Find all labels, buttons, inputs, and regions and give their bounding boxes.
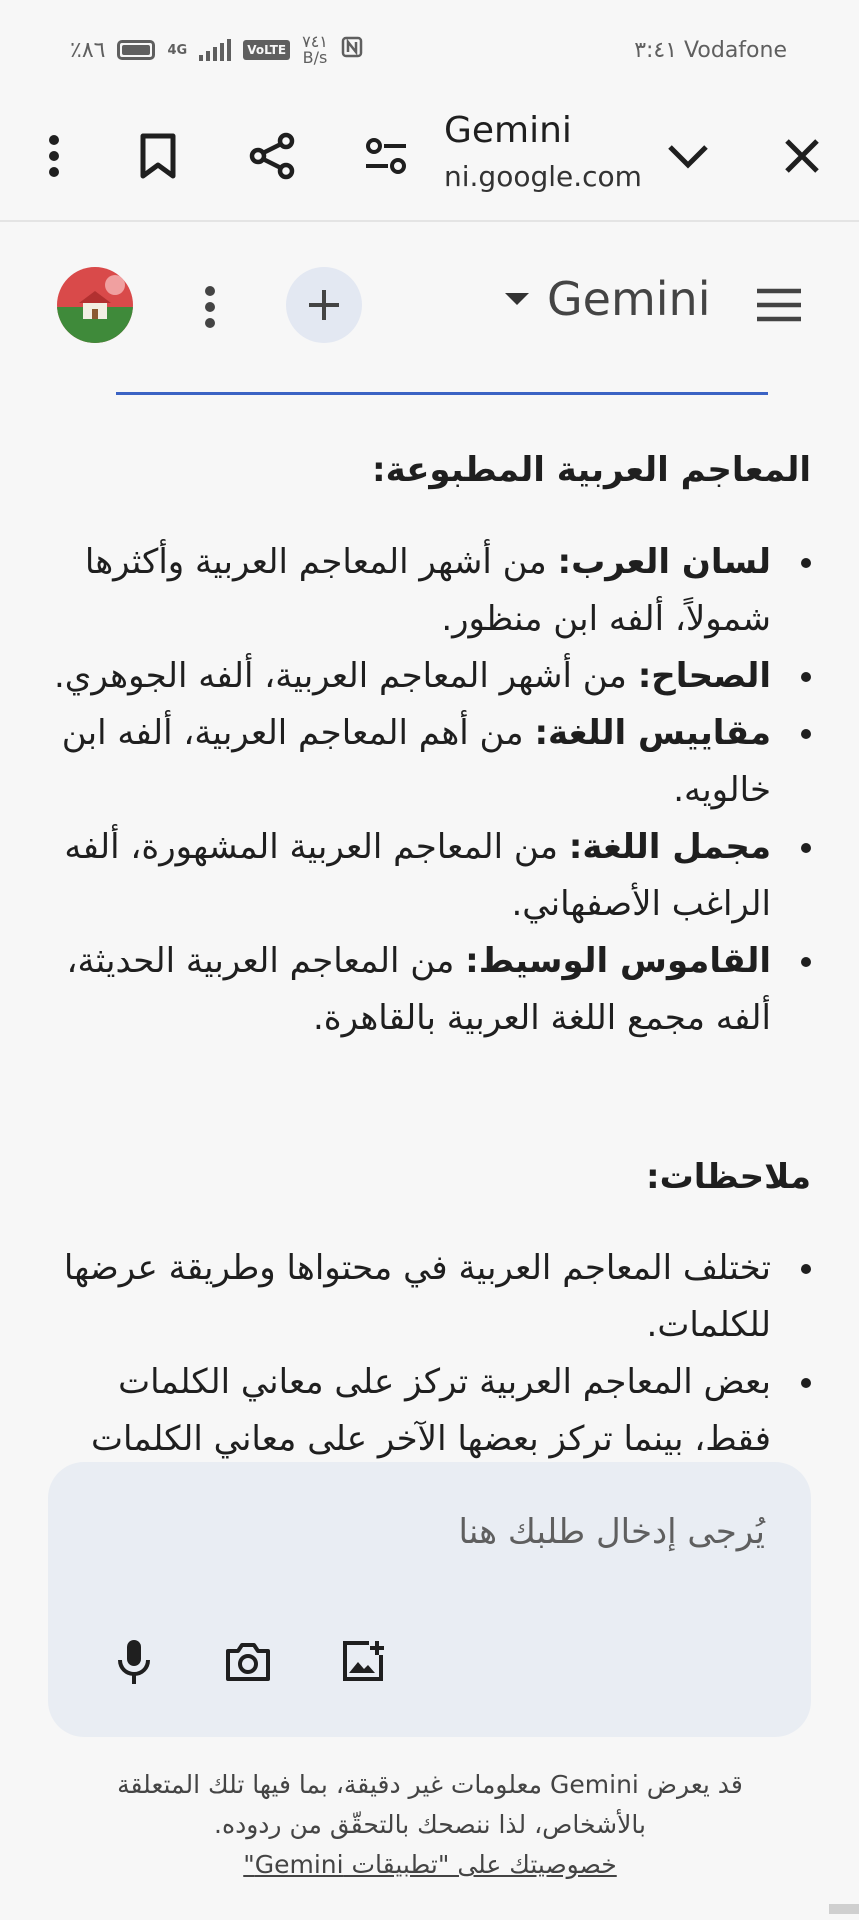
volte-badge: VoLTE [243, 40, 290, 60]
plus-icon [306, 287, 342, 323]
list-item: الصحاح: من أشهر المعاجم العربية، ألفه الجوهري. [40, 648, 811, 705]
model-name: Gemini [547, 272, 711, 326]
chevron-down-icon[interactable] [660, 128, 716, 184]
status-bar [0, 0, 859, 100]
speed-value: ٧٤١ [302, 32, 328, 51]
section-heading-printed-dictionaries: المعاجم العربية المطبوعة: [371, 450, 811, 490]
page-url[interactable]: ni.google.com [444, 160, 642, 193]
microphone-icon[interactable] [104, 1632, 164, 1692]
nfc-icon [340, 35, 364, 65]
status-icons [70, 34, 364, 66]
battery-icon [117, 40, 155, 60]
partial-link-underline[interactable] [116, 382, 768, 395]
list-item: لسان العرب: من أشهر المعاجم العربية وأكثرها شمولاً، ألفه ابن منظور. [40, 534, 811, 648]
network-speed [302, 34, 328, 66]
list-item: بعض المعاجم العربية تركز على معاني الكلمات فقط، بينما تركز بعضها الآخر على معاني الكلمات [40, 1354, 811, 1462]
list-item: مقاييس اللغة: من أهم المعاجم العربية، ألفه ابن خالويه. [40, 705, 811, 819]
privacy-link[interactable]: خصوصيتك على "تطبيقات Gemini" [243, 1850, 617, 1879]
list-item: القاموس الوسيط: من المعاجم العربية الحديثة، ألفه مجمع اللغة العربية بالقاهرة. [40, 933, 811, 1047]
caret-down-icon [505, 293, 529, 305]
signal-icon [199, 39, 231, 61]
response-content [0, 382, 859, 1462]
site-settings-icon[interactable] [358, 128, 414, 184]
more-options-icon[interactable] [190, 282, 230, 332]
close-icon[interactable] [774, 128, 830, 184]
page-title: Gemini [444, 110, 572, 151]
new-chat-button[interactable] [286, 267, 362, 343]
disclaimer [60, 1765, 800, 1885]
notes-list [40, 1240, 811, 1462]
bookmark-icon[interactable] [130, 128, 186, 184]
prompt-input-card[interactable] [48, 1462, 811, 1737]
model-selector[interactable] [505, 272, 710, 326]
list-item: تختلف المعاجم العربية في محتواها وطريقة عرضها للكلمات. [40, 1240, 811, 1354]
browser-more-icon[interactable] [26, 128, 82, 184]
time-carrier: ٣:٤١ Vodafone [634, 38, 787, 63]
network-type: 4G [167, 42, 188, 58]
app-header [0, 222, 859, 382]
add-image-icon[interactable] [332, 1632, 392, 1692]
avatar[interactable] [57, 267, 133, 343]
prompt-input[interactable]: يُرجى إدخال طلبك هنا [458, 1512, 765, 1552]
camera-icon[interactable] [218, 1632, 278, 1692]
battery-percent: ٪٨٦ [70, 37, 106, 63]
printed-dictionaries-list [40, 534, 811, 1047]
speed-unit: B/s [302, 48, 328, 67]
disclaimer-text: قد يعرض Gemini معلومات غير دقيقة، بما فيها تلك المتعلقة بالأشخاص، لذا ننصحك بالتحقّق من ردوده. [117, 1770, 743, 1839]
section-heading-notes: ملاحظات: [645, 1157, 811, 1197]
hamburger-menu-icon[interactable] [756, 282, 802, 328]
browser-toolbar [0, 100, 859, 222]
list-item: مجمل اللغة: من المعاجم العربية المشهورة، ألفه الراغب الأصفهاني. [40, 819, 811, 933]
share-icon[interactable] [244, 128, 300, 184]
scroll-indicator [829, 1904, 859, 1914]
